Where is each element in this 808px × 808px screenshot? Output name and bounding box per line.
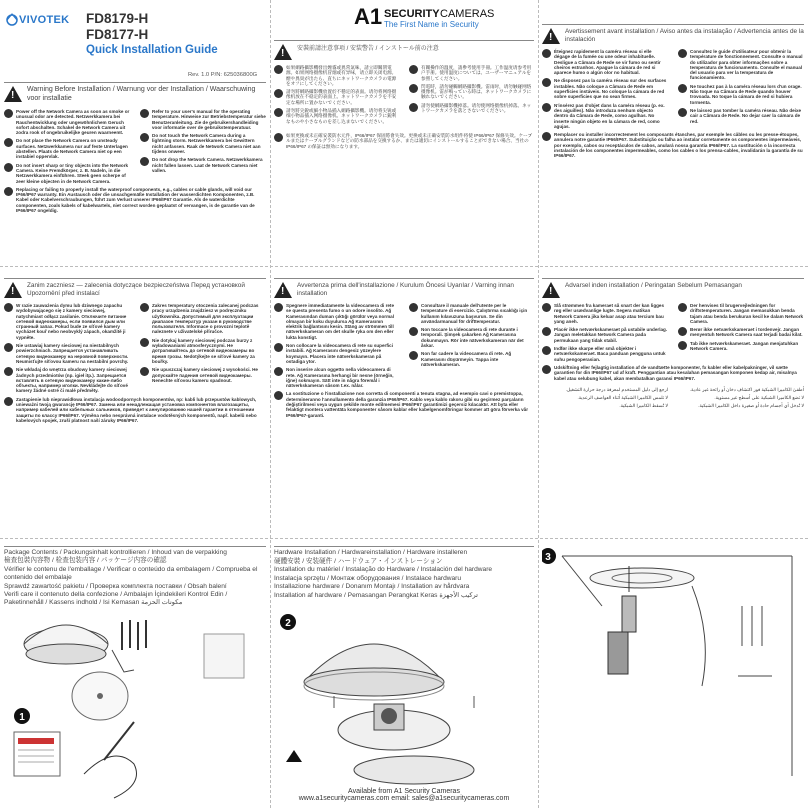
footer bbox=[270, 788, 538, 802]
screws-drawing bbox=[122, 620, 146, 650]
warning-text: Placér ikke netværkskameraet på ustabile underlag. Jangan meletakkan Network Camera pada permukaan yang tidak stabil. bbox=[554, 327, 668, 343]
anchor-screws-drawing bbox=[738, 606, 772, 676]
object-icon bbox=[274, 108, 283, 117]
lightning-icon bbox=[140, 133, 149, 142]
object-icon bbox=[4, 163, 13, 172]
warning-full-text: Zastąpienie lub nieprawidłowa instalacja wodoodpornych komponentów, np: kabli lub przepustów kablowych, unieważni twoją gwarancję IP66/IP67. Замена или ненадлежащая установка компонентов влагозащиты, например кабелей или кабельных сальников, приведет к аннулированию нашей гарантии в отношении защиты по классу IP66/IP67. Výměna nebo nesprávná instalace vodotěsných komponentů, např. kabelů nebo kabelových spojek, zruší platnost naší záruky IP66/IP67. bbox=[16, 396, 257, 423]
warning-text: Nie dotykaj kamery sieciowej podczas burzy z wyładowaniami atmosferycznymi. Не дотрагивайтесь до сетевой видеокамеры во время грозы. Nedotýkejte se síťové kamery za bouřky. bbox=[152, 337, 255, 364]
package-title-line: Sprawdź zawartość pakietu / Проверка комплекта поставки / Obsah balení bbox=[4, 582, 227, 590]
hardware-exploded-illustration bbox=[274, 612, 534, 790]
a1-security: SECURITY bbox=[384, 8, 440, 20]
warning-text: 閃電時，請勿碰觸網路攝影機。雷雨时，请勿触碰网络摄像机。雷が鳴っている時は、ネットワークカメラに触れないでください。 bbox=[421, 83, 532, 100]
object-icon bbox=[542, 103, 551, 112]
warning-text: 請勿使網路攝影機掉落。请勿使网络摄像机掉落。ネットワークカメラを落とさないでください。 bbox=[421, 102, 532, 114]
warning-text: Nie upuszczaj kamery sieciowej z wysokości. Не допускайте падения сетевой видеокамеры. Nenechte síťovou kameru spadnout. bbox=[152, 367, 258, 383]
warning-left-col bbox=[542, 303, 668, 365]
warning-text: Non far cadere la videocamera di rete. Ağ Kamerasını düşürmeyin. Tappa inte nätverkskameran. bbox=[421, 351, 512, 367]
warning-right-col bbox=[678, 49, 804, 132]
surface-icon bbox=[274, 89, 283, 98]
ceiling-mount-illustration bbox=[542, 546, 804, 794]
warning-header bbox=[274, 278, 534, 298]
manual-icon bbox=[409, 303, 418, 312]
lightning-icon bbox=[678, 84, 687, 93]
warning-text: Power off the Network Camera as soon as smoke or unusual odor are detected. Netzwerkkamera bei Rauchentwicklung oder ungewöhnlichem Geruch sofort abschalten. Schakel de Network Camera uit zodra rook of ongebruikelijke geuren waarneemt. bbox=[16, 109, 130, 136]
manual-icon bbox=[678, 49, 687, 58]
lightning-icon bbox=[678, 327, 687, 336]
warning-columns bbox=[542, 49, 804, 132]
warning-text: Non toccare la videocamera di rete durante i temporali. Şimşek çakarken Ağ Kamerasına dokunmayın. Rör inte nätverkskameran när det åskar. bbox=[421, 327, 524, 349]
manual-icon bbox=[140, 109, 149, 118]
waterproof-icon bbox=[274, 133, 283, 142]
warning-text: W razie zauważenia dymu lub dziwnego zapachu wydobywającego się z kamery sieciowej, natychmiast odłącz zasilanie. Отключите питание сетевой видеокамеры, если появился дым или странный запах. Pokud bude ze síťové kamery vycházet kouř nebo neobvyklý zápach, okamžitě ji vypněte. bbox=[16, 303, 127, 340]
warning-text: N'insérez pas d'objet dans la caméra réseau (p. ex. des aiguilles). Não introduza nenhum objecto dentro da Câmara de Rede, como agulhas. No inserte ningún objeto en la cámara de red, como agujas. bbox=[554, 102, 665, 129]
warning-left-col bbox=[274, 65, 399, 127]
hardware-title-line: 硬體安裝 / 安装硬件 / ハードウェア・インストレーション bbox=[274, 557, 443, 565]
surface-icon bbox=[4, 343, 13, 352]
package-title-line: Verifi care il contenuto della confezione / Ambalajın İçindekileri Kontrol Edin / Paketinnehåll / Kassens indhold / Isi Kemasan مكونات الحزمة bbox=[4, 591, 228, 607]
step-number-1: 1 bbox=[19, 712, 25, 723]
warning-columns bbox=[4, 303, 266, 397]
manual-icon bbox=[678, 303, 687, 312]
desiccant-bag-drawing bbox=[204, 634, 244, 678]
dome-camera-drawing bbox=[24, 625, 108, 664]
hand-with-pen-drawing bbox=[84, 722, 137, 798]
warning-left-col bbox=[4, 303, 130, 397]
fold-line-v2 bbox=[538, 0, 539, 808]
hardware-install-header bbox=[274, 546, 534, 601]
warning-icon bbox=[542, 28, 560, 44]
footer-contact[interactable]: www.a1securitycameras.com email: sales@a1securitycameras.com bbox=[298, 795, 510, 802]
warning-title: Avertissement avant installation / Aviso antes da instalação / Advertencia antes de la instalación bbox=[565, 28, 804, 43]
arabic-col-right bbox=[678, 387, 804, 409]
warning-icon bbox=[542, 282, 560, 298]
warning-right-col bbox=[678, 303, 804, 365]
warning-text: Nie wkładaj do wnętrza obudowy kamery sieciowej żadnych przedmiotów (np. igieł itp.). Запрещается вставлять в сетевую видеокамеру какие-либо объекты, например иголки. Nevkládejte do síťové kamery žádné ostré či malé předměty. bbox=[16, 367, 128, 394]
object-icon bbox=[274, 367, 283, 376]
package-title-line: Vérifier le contenu de l'emballage / Verificar o conteúdo da embalagem / Comprueba el contenido del embalaje bbox=[4, 565, 258, 582]
warning-text: Ne touchez pas à la caméra réseau lors d'un orage. Não toque na Câmara de Rede quando houver trovoada. No toque la cámara de red si hubiera tormenta. bbox=[690, 83, 802, 105]
arabic-text: لا تُسقط الكاميرا الشبكية. bbox=[619, 403, 668, 409]
warning-text: Do not place the Network Camera on unsteady surfaces. Netzwerkkamera nur auf feste Unterlagen abstellen. Plaats de Network Camera niet op een instabiel oppervlak. bbox=[16, 138, 128, 160]
up-arrow-icon bbox=[286, 750, 302, 762]
warning-title: 安裝前請注意事項 / 安装警告 / インストール前の注意 bbox=[297, 46, 439, 52]
hardware-title-line: Installation af hardware / Pemasangan Perangkat Keras تركيب الأجهزة bbox=[274, 591, 479, 599]
warning-icon bbox=[4, 86, 22, 102]
warning-icon bbox=[4, 282, 22, 298]
waterproof-icon bbox=[542, 132, 551, 141]
torx-key-drawing bbox=[112, 650, 134, 672]
warning-panel-en-de-nl bbox=[4, 82, 266, 216]
warning-text: Non inserire alcun oggetto nella videocamera di rete. Ağ Kamerasına herhangi bir nesne (örneğin, iğne) sokmayın. Sätt inte in några föremål i nätverkskameran såsom t.ex. nålar. bbox=[286, 367, 394, 389]
warning-text: Der henvises til brugervejledningen for driftstemperaturen. Jangan memasukkan benda tajam atau benda berukuran kecil ke dalam Network Camera. bbox=[690, 303, 804, 324]
drop-icon bbox=[140, 157, 149, 166]
warning-text: Ne laissez pas tomber la caméra réseau. Não deixe cair a Câmara de Rede. No dejar caer la cámara de red. bbox=[690, 107, 802, 124]
arabic-text: أطفئ الكاميرا الشبكية فور اكتشاف دخان أو رائحة غير عادية. bbox=[689, 386, 804, 392]
arabic-warnings bbox=[542, 387, 804, 409]
mounting-base-drawing bbox=[354, 756, 474, 784]
surface-icon bbox=[542, 327, 551, 336]
warning-text: Consultez le guide d'utilisateur pour obtenir la température de fonctionnement. Consulte o manual do utilizador para obter informações sobre a temperatura de funcionamento. Consulte el manual del usuario para ver la temperatura de funcionamiento. bbox=[690, 49, 803, 81]
object-icon bbox=[4, 367, 13, 376]
warning-left-col bbox=[542, 49, 668, 132]
warning-title: Warning Before Installation / Warnung vor der Installation / Waarschuwing voor installatie bbox=[27, 86, 256, 102]
warning-columns bbox=[274, 65, 534, 127]
smoke-icon bbox=[4, 109, 13, 118]
lightning-icon bbox=[409, 327, 418, 336]
fold-line-h2 bbox=[0, 538, 808, 539]
model-fd8177: FD8177-H bbox=[86, 27, 149, 42]
warning-right-col bbox=[409, 303, 534, 391]
arabic-col-left bbox=[542, 387, 668, 409]
warning-text: Do not drop the Network Camera. Netzwerkkamera nicht fallen lassen. Laat de Network Camera niet vallen. bbox=[152, 157, 263, 173]
cable-drawing bbox=[692, 586, 705, 686]
warning-text: Ne disposez pas la caméra réseau sur des surfaces instables. Não coloque a Câmara de Rede em superfícies instáveis. No coloque la cámara de red sobre superficies que no sean firmes. bbox=[554, 78, 667, 100]
warning-panel-fr-pt-es bbox=[542, 24, 804, 162]
model-title bbox=[86, 11, 148, 43]
step-number-2: 2 bbox=[285, 618, 291, 629]
a1-mark: A1 bbox=[354, 4, 383, 29]
drop-icon bbox=[140, 367, 149, 376]
vivotek-logo bbox=[4, 10, 70, 40]
warning-header bbox=[542, 24, 804, 44]
warning-text: Refer to your user's manual for the operating temperature. Hinweise zur Betriebstemperatur siehe Benutzeranleitung. Zie de gebruikershandleiding voor informatie over de gebruikstemperatuur. bbox=[152, 109, 266, 130]
arabic-text: ارجع إلى دليل المستخدم لمعرفة درجة حرارة التشغيل. bbox=[565, 386, 668, 392]
lightning-icon bbox=[409, 84, 418, 93]
warning-text: Éteignez rapidement la caméra réseau si elle dégage de la fumée ou une odeur inhabituelle. Desligue a Câmara de Rede se vir fumo ou sentir cheiros estranhos. Apague la cámara de red si aparece humo o algún olor no habitual. bbox=[554, 49, 661, 76]
warning-panel-it-tr-sv bbox=[274, 278, 534, 421]
warning-text: Spegnere immediatamente la videocamera di rete se questa presenta fumo o un odore insolito. Ağ Kamerasından duman çıktığı görülür veya normal olmayan bir koku duyulursa Ağ Kamerasının elektrik bağlantısını kesin. Stäng av strömmen till nätverkskameran om det skulle ryka om den eller lukta konstigt. bbox=[286, 303, 394, 340]
warning-icon bbox=[274, 282, 292, 298]
warning-text: 有關操作的溫度，請參考使用手冊。工作温度请参考用户手册。使用温度については、ユーザーマニュアルを参照してください。 bbox=[421, 65, 532, 81]
dome-cover-drawing bbox=[304, 644, 444, 700]
warning-header bbox=[4, 82, 266, 103]
warning-text: Tab ikke netværkskameraet. Jangan menjatuhkan Network Camera. bbox=[690, 340, 799, 352]
ceiling-drawing bbox=[562, 556, 792, 776]
warning-panel-pl-ru-cz bbox=[4, 278, 266, 426]
smoke-icon bbox=[542, 303, 551, 312]
arabic-text: لا تلمس الكاميرا الشبكية أثناء العواصف الرعدية. bbox=[577, 395, 668, 401]
alignment-sticker-drawing bbox=[72, 672, 128, 720]
warning-full-text: Remplacer ou installer incorrectement les composants étanches, par exemple les câbles ou les presse-étoupes, annulera notre garantie IP66/IP67. Substituição ou falha ao instalar corretamente os componentes impermeáveis, por exemplo, cabos ou receptáculos de cabos, anulará nossa garantia IP66/IP67. La sustitución o la incorrecta instalación de los componentes impermeables, como los cables o los prensa-cables, invalidarán la garantía de su IP66/IP67. bbox=[554, 132, 803, 159]
fold-line-v1 bbox=[270, 0, 271, 808]
hardware-title-line: Instalacja sprzętu / Монтаж оборудования / Instalace hardwaru bbox=[274, 574, 462, 582]
surface-icon bbox=[542, 78, 551, 87]
warning-text: Zakres temperatury otoczenia zalecanej podczas pracy urządzenia znajdziesz w podręczniku użytkownika. Допустимый для эксплуатации диапазон температур указан в руководстве пользователя. Informace o provozní teplotě naleznete v uživatelské příručce. bbox=[152, 303, 259, 335]
object-icon bbox=[542, 346, 551, 355]
installation-guide-drawing bbox=[14, 732, 60, 776]
drop-icon bbox=[409, 351, 418, 360]
warning-full-text: Replacing or failing to properly install the waterproof components, e.g., cables or cable glands, will void our IP66/IP67 warranty. Ein Austausch oder die unsachgemäße Installation der wasserdichten Komponenten, z.B. Kabel oder Kabelverschraubungen, führt zum Verlust unserer IP66/IP67 Garantie. Als de waterdichte componenten, zoals kabels of kabelwartels, niet correct worden geplaatst of vervangen, is de garantie van de IP66/IP67 ongeldig. bbox=[16, 186, 255, 214]
rev-pn: Rev. 1.0 P/N: 625036800G bbox=[188, 72, 258, 78]
warning-icon bbox=[274, 44, 292, 60]
warning-title: Advarsel inden installation / Peringatan Sebelum Pemasangan bbox=[565, 282, 742, 289]
manual-icon bbox=[409, 65, 418, 74]
package-contents-illustration bbox=[4, 614, 266, 802]
arabic-text: لا تُدخل أي أجسام حادة أو صغيرة داخل الكاميرا الشبكية. bbox=[698, 403, 804, 409]
a1-cameras: CAMERAS bbox=[440, 8, 495, 20]
arabic-text: لا تضع الكاميرا الشبكية على أسطح غير مستوية. bbox=[714, 395, 804, 401]
smoke-icon bbox=[542, 49, 551, 58]
warning-columns bbox=[4, 109, 266, 187]
surface-icon bbox=[4, 138, 13, 147]
warning-text: Indfør ikke skarpe eller små objekter i netværkskameraet. Baca panduan pengguna untuk suhu pengoperasian. bbox=[554, 346, 666, 362]
model-fd8179: FD8179-H bbox=[86, 11, 149, 26]
hardware-title-line: Installazione hardware / Donanım Montajı / Installation av hårdvara bbox=[274, 583, 470, 591]
footer-available-from: Available from A1 Security Cameras bbox=[348, 788, 460, 795]
warning-columns bbox=[274, 303, 534, 391]
step-number-3: 3 bbox=[545, 552, 551, 563]
warning-left-col bbox=[4, 109, 130, 187]
warning-header bbox=[542, 278, 804, 298]
waterproof-icon bbox=[542, 365, 551, 374]
waterproof-icon bbox=[4, 187, 13, 196]
warning-right-col bbox=[140, 303, 266, 397]
warning-header bbox=[4, 278, 266, 298]
package-contents-header bbox=[4, 546, 266, 608]
hardware-title-line: Installation du matériel / Instalação do Hardware / Instalación del hardware bbox=[274, 566, 493, 574]
warning-text: Nie ustawiaj kamery sieciowej na niestabilnych powierzchniach. Запрещается устанавливать сетевую видеокамеру на неровной поверхности. Neumisťujte síťovou kameru na nestabilní povrchy. bbox=[16, 343, 129, 364]
drop-icon bbox=[678, 108, 687, 117]
warning-text: 請勿將尖銳或細小物品插入網路攝影機。请勿将尖锐或细小物品插入网络摄像机。ネットワークカメラに鋭利なものや小さなものを差し込まないでください。 bbox=[286, 108, 397, 124]
waterproof-icon bbox=[274, 391, 283, 400]
mount-bracket-drawing bbox=[590, 568, 694, 588]
warning-left-col bbox=[274, 303, 399, 391]
warning-text: 如果網路攝影機發出煙霧或異常氣味，請立即關閉電源。如果网络摄像机冒烟或有异味，请立即关闭电源。煙や異臭が出たら、直ちにネットワークカメラの電源をオフにしてください。 bbox=[286, 65, 397, 86]
smoke-icon bbox=[274, 65, 283, 74]
drop-icon bbox=[409, 103, 418, 112]
warning-columns bbox=[542, 303, 804, 365]
warning-text: Slå strømmen fra kameraet så snart der kan ligges røg eller usædvanlige lugte. Segera matikan Network Camera jika keluar asap atau tercium bau yang aneh. bbox=[554, 303, 665, 324]
warning-text: Do not touch the Network Camera during a lightning storm. Netzwerkkamera bei Gewittern nicht anfassen. Raak de Network Camera niet aan tijdens onweer. bbox=[152, 133, 261, 155]
drop-icon bbox=[678, 341, 687, 350]
warning-title: Avvertenza prima dell'installazione / Kurulum Öncesi Uyarılar / Varning innan installation bbox=[297, 282, 514, 297]
warning-text: Berør ikke netværkskameraet i tordenvejr. Jangan menyentuh Network Camera saat terjadi badai kilat. bbox=[690, 327, 803, 338]
warning-text: Consultare il manuale dell'utente per le temperature di esercizio. Çalıştırma sıcaklığı için kullanım kılavuzuna başvurun. Se din användarmanual för drifttemperatur. bbox=[421, 303, 528, 324]
camera-module-drawing bbox=[338, 704, 450, 750]
warning-title: Zanim zaczniesz — zalecenia dotyczące bezpieczeństwa Перед установкой Upozornění před instalací bbox=[27, 282, 245, 297]
a1-tagline: The First Name in Security bbox=[384, 20, 479, 29]
warning-text: Do not insert sharp or tiny objects into the Network Camera. Keine Fremdkörper, z. B. Nadeln, in die Netzwerkkamera einführen. Steek geen scherpe of zeer kleine objecten in de Network Camera. bbox=[16, 162, 129, 184]
lightning-icon bbox=[140, 338, 149, 347]
warning-full-text: 如果更換或未正確安裝防水元件，IP66/IP67 保固將會失效。更换或未正确安装防水组件将使 IP66/IP67 保修失效。ケーブルまたはケーブルグランドなどの防水部品を交換するか、または適切にインストールすることができない場合、当社の IP66/IP67 の保証は無効になります。 bbox=[286, 132, 533, 149]
smoke-icon bbox=[4, 303, 13, 312]
warning-right-col bbox=[409, 65, 534, 127]
waterproof-icon bbox=[4, 397, 13, 406]
vivotek-wordmark: VIVOTEK bbox=[19, 14, 70, 26]
warning-right-col bbox=[140, 109, 266, 187]
package-title-line: 檢查包裝內容物 / 检查包装内容 / パッケージ内容の確認 bbox=[4, 557, 167, 565]
smoke-icon bbox=[274, 303, 283, 312]
guide-title: Quick Installation Guide bbox=[86, 44, 218, 56]
warning-panel-cjk bbox=[274, 40, 534, 152]
warning-full-text: Udskiftning eller fejlagtig installation af de vandtætte komponenter, fx kabler eller kabelpakninger, vil sætte garantien for din IP66/IP67 ud af kraft. Penggantian atau kesalahan pemasangan komponen kedap air, misalnya kabel atau selubung kabel, akan membatalkan garansi IP66/IP67. bbox=[554, 364, 797, 381]
fold-line-h1 bbox=[0, 266, 808, 267]
warning-text: Non collocare la videocamera di rete su superfici instabili. Ağ Kamerasını dengesiz yüzeylere koymayın. Placera inte nätverkskameran på ostadiga ytor. bbox=[286, 343, 393, 364]
manual-icon bbox=[140, 303, 149, 312]
package-title-line: Package Contents / Packungsinhalt kontrollieren / Inhoud van de verpakking bbox=[4, 549, 227, 556]
surface-icon bbox=[274, 343, 283, 352]
a1-logo bbox=[354, 6, 504, 36]
warning-full-text: La sostituzione o l'installazione non corretta di componenti a tenuta stagna, ad esempio cavi o premistoppa, determineranno l'annullamento della garanzia IP66/IP67. Kablo veya kablo rakoru gibi su geçirmez parçaların değiştirilmesi veya uygun şekilde monte edilmemesi IP66/IP67 garantimizi geçersiz kılacaktır. Att byta eller felaktigt montera vattentäta komponenter såsom kablar eller kabelgenomföringar kommer att göra förverka vår IP66/IP67-garanti. bbox=[286, 391, 529, 418]
warning-panel-da-id bbox=[542, 278, 804, 409]
warning-text: 請勿將網路攝影機放置於不穩定的表面。请勿将网络摄像机放在不稳定的表面上。ネットワークカメラを不安定な場所に置かないでください。 bbox=[286, 89, 397, 105]
hardware-title-line: Hardware Installation / Hardwareinstallation / Hardware installeren bbox=[274, 549, 468, 556]
warning-header bbox=[274, 40, 534, 60]
